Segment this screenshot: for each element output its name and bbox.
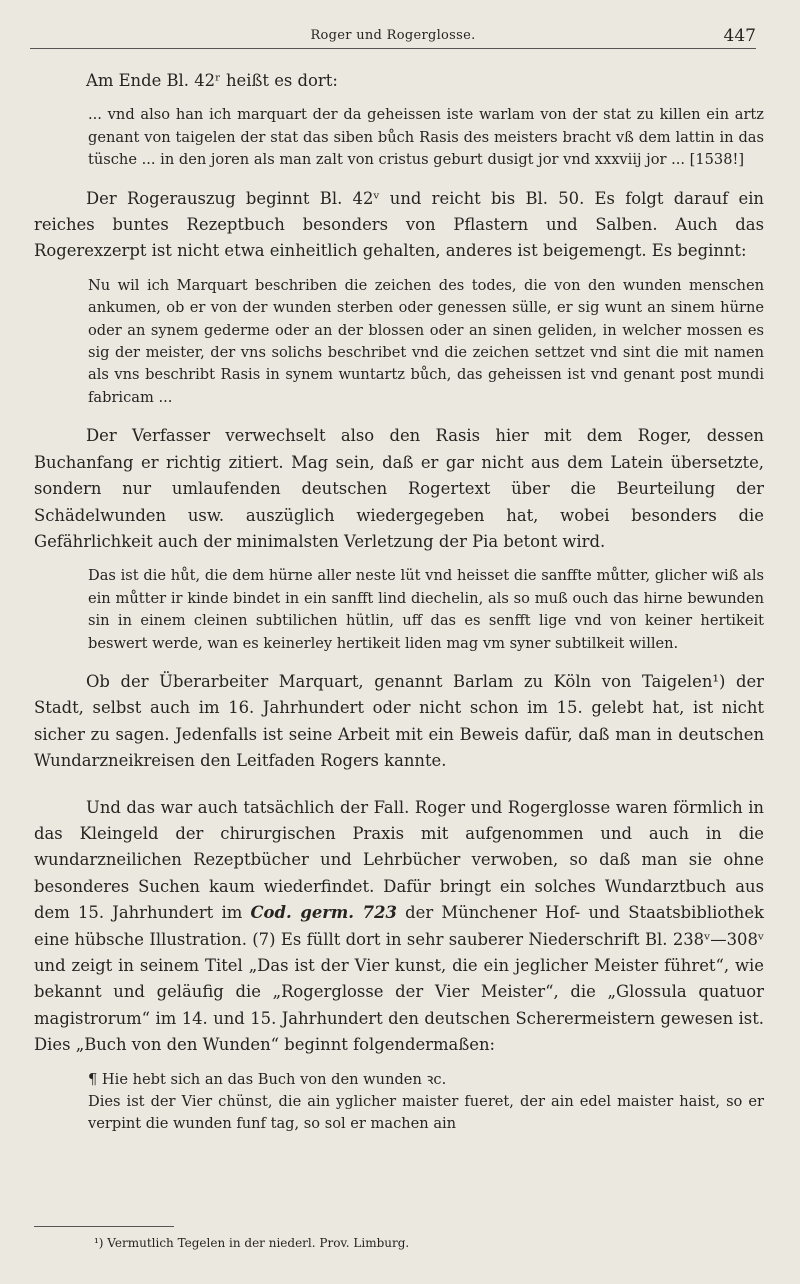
paragraph-5 [34, 795, 764, 1059]
paragraph-4: Ob der Überarbeiter Marquart, genannt Barlam zu Köln von Taigelen¹) der Stadt, selbst auch im 16. Jahrhundert oder nicht schon im 15. gelebt hat, ist nicht sicher zu sagen. Jedenfalls ist seine Arbeit mit ein Beweis dafür, daß man in deutschen Wundarzneikreisen den Leitfaden Rogers kannte. [34, 671, 764, 771]
codex-reference: Cod. germ. 723 [250, 903, 397, 923]
page-number: 447 [723, 26, 756, 46]
paragraph-2: Der Rogerauszug beginnt Bl. 42ᵛ und reicht bis Bl. 50. Es folgt darauf ein reiches buntes Rezeptbuch besonders von Pflastern und Salben. Auch das Rogerexzerpt ist nicht etwa einheitlich gehalten, anderes ist beigemengt. Es beginnt: [34, 188, 764, 261]
running-title: Roger und Rogerglosse. [310, 28, 476, 43]
quote-1: ... vnd also han ich marquart der da geheissen iste warlam von der stat zu killen ein artz genant von taigelen der stat das siben bůch Rasis des meisters bracht vß dem lattin in das tüsche ... in den joren als man zalt von cristus geburt dusigt jor vnd xxxviij jor ... [1538!] [88, 106, 764, 169]
running-header [30, 28, 756, 49]
quote-2: Nu wil ich Marquart beschriben die zeichen des todes, die von den wunden menschen ankumen, ob er von der wunden sterben oder genessen sülle, er sig wunt an sinem hürne oder an synem gederme oder an der blossen oder an sinen geliden, in welcher mossen es sig der meister, der vns solichs beschribet vnd die zeichen settzet vnd sint die mit namen als vns beschribt Rasis in synem wuntartz bůch, das geheissen ist vnd genant post mundi fabricam ... [88, 276, 764, 406]
paragraph-3: Der Verfasser verwechselt also den Rasis hier mit dem Roger, dessen Buchanfang er richtig zitiert. Mag sein, daß er gar nicht aus dem Latein übersetzte, sondern nur umlaufenden deutschen Rogertext über die Beurteilung der Schädelwunden usw. auszüglich wiedergegeben hat, wobei besonders die Gefährlichkeit auch der minimalsten Verletzung der Pia betont wird. [34, 426, 764, 551]
page-body [34, 68, 764, 1136]
quote-4-text: Dies ist der Vier chünst, die ain yglicher maister fueret, der ain edel maister haist, so er verpint die wunden funf tag, so sol er machen ain [88, 1093, 764, 1133]
paragraph-1: Am Ende Bl. 42ʳ heißt es dort: [86, 71, 338, 90]
quote-3: Das ist die hůt, die dem hürne aller neste lüt vnd heisset die sanffte můtter, glicher wiß als ein můtter ir kinde bindet in ein sanfft lind diechelin, als so muß ouch das hirne bewunden sin in einem cleinen subtilichen hütlin, uff das es senfft lige vnd von keiner hertikeit beswert werde, wan es keinerley hertikeit liden mag vm syner subtilkeit willen. [88, 567, 764, 652]
footnote-rule [34, 1226, 174, 1227]
paragraph-5-part-a: Und das war auch tatsächlich der Fall. Roger und Rogerglosse waren förmlich in das Kleingeld der chirurgischen Praxis mit aufgenommen und auch in die wundarzneilichen Rezeptbücher und Lehrbücher verwoben, so daß man sie ohne besonderes Suchen kaum wiederfindet. Dafür bringt ein solches Wundarztbuch aus dem 15. Jahrhundert im [34, 797, 764, 923]
paragraph-5-part-b: der Münchener Hof- und Staatsbibliothek eine hübsche Illustration. (7) Es füllt dort in sehr sauberer Niederschrift Bl. 238ᵛ—308ᵛ und zeigt in seinem Titel „Das ist der Vier kunst, die ein jeglicher Meister führet“, wie bekannt und geläufig die „Rogerglosse der Vier Meister“, die „Glossula quatuor magistrorum“ im 14. und 15. Jahrhundert den deutschen Scherermeistern gewesen ist. Dies „Buch von den Wunden“ beginnt folgendermaßen: [34, 903, 764, 1055]
footnote: ¹) Vermutlich Tegelen in der niederl. Prov. Limburg. [94, 1236, 410, 1250]
quote-4-heading: ¶ Hie hebt sich an das Buch von den wunden ꝛc. [88, 1070, 447, 1088]
